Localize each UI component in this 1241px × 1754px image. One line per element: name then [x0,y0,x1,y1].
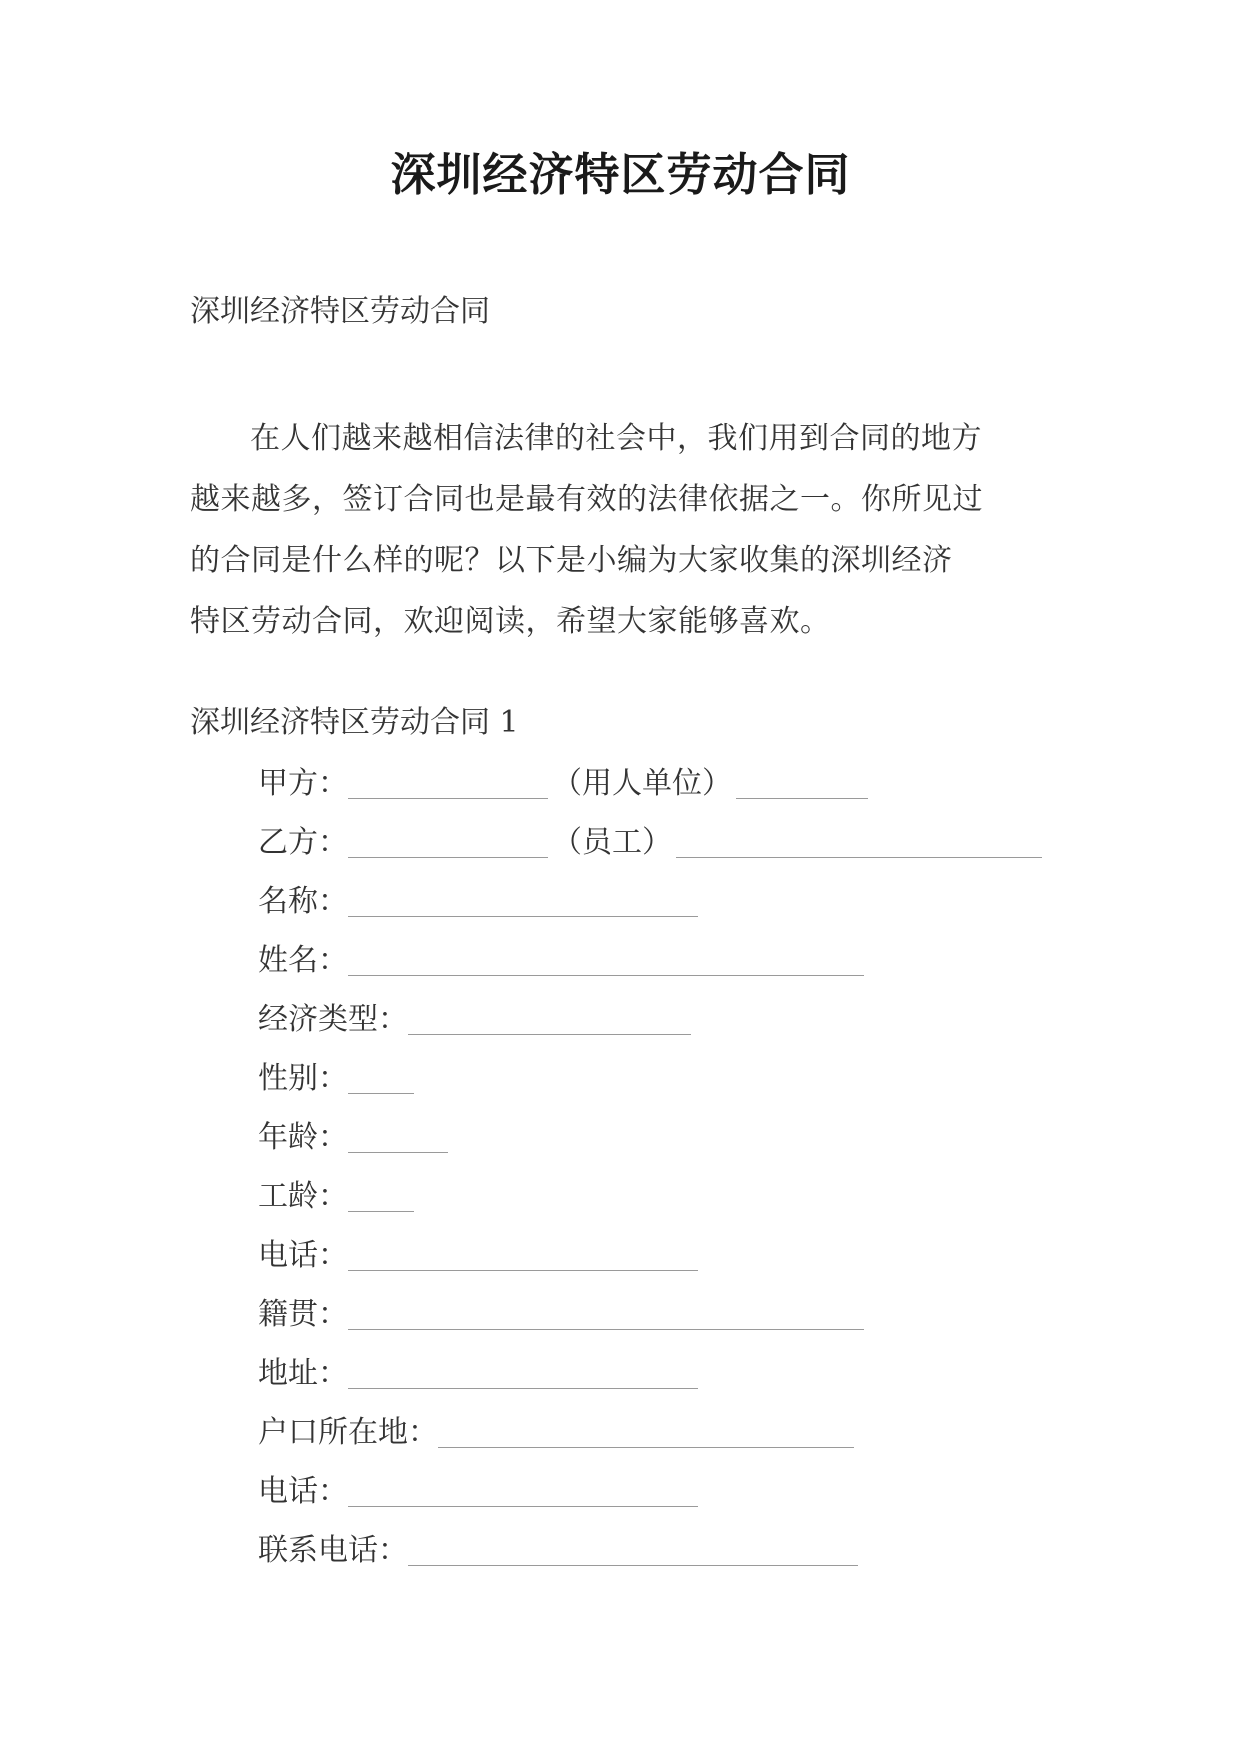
field-row-seniority [258,1179,1058,1238]
age-blank[interactable] [348,1122,448,1153]
field-label: 年龄： [258,1120,348,1155]
field-row-gender [258,1061,1058,1120]
intro-paragraph [190,408,1052,652]
document-subtitle: 深圳经济特区劳动合同 [190,294,490,329]
contact-phone-blank[interactable] [408,1535,858,1566]
field-row-company-name [258,884,1058,943]
field-label: 联系电话： [258,1533,408,1568]
native-place-blank[interactable] [348,1299,864,1330]
field-row-name [258,943,1058,1002]
intro-line: 的合同是什么样的呢？以下是小编为大家收集的深圳经济 [190,543,953,578]
party-a-extra-blank[interactable] [736,768,868,799]
field-label: 性别： [258,1061,348,1096]
intro-line: 越来越多，签订合同也是最有效的法律依据之一。你所见过 [190,482,983,517]
field-row-household-registration [258,1415,1058,1474]
field-label: 名称： [258,884,348,919]
field-label: 户口所在地： [258,1415,438,1450]
field-label: 电话： [258,1474,348,1509]
field-label: 经济类型： [258,1002,408,1037]
field-label: 姓名： [258,943,348,978]
party-a-label: 甲方： [258,766,348,801]
party-b-extra-blank[interactable] [676,827,1042,858]
field-row-phone [258,1238,1058,1297]
party-a-note: （用人单位） [552,766,732,801]
party-a-blank[interactable] [348,768,548,799]
party-b-note: （员工） [552,825,672,860]
party-b-blank[interactable] [348,827,548,858]
phone-2-blank[interactable] [348,1476,698,1507]
phone-blank[interactable] [348,1240,698,1271]
section-title: 深圳经济特区劳动合同 1 [190,705,519,740]
field-label: 电话： [258,1238,348,1273]
contract-form [258,766,1058,1592]
field-row-phone-2 [258,1474,1058,1533]
company-name-blank[interactable] [348,886,698,917]
field-label: 工龄： [258,1179,348,1214]
seniority-blank[interactable] [348,1181,414,1212]
field-row-economic-type [258,1002,1058,1061]
field-row-address [258,1356,1058,1415]
field-row-native-place [258,1297,1058,1356]
party-a-row [258,766,1058,825]
name-blank[interactable] [348,945,864,976]
intro-line: 在人们越来越相信法律的社会中，我们用到合同的地方 [250,421,982,456]
field-row-age [258,1120,1058,1179]
gender-blank[interactable] [348,1063,414,1094]
document-title: 深圳经济特区劳动合同 [390,148,851,201]
economic-type-blank[interactable] [408,1004,691,1035]
intro-line: 特区劳动合同，欢迎阅读，希望大家能够喜欢。 [190,604,831,639]
party-b-label: 乙方： [258,825,348,860]
field-label: 籍贯： [258,1297,348,1332]
field-row-contact-phone [258,1533,1058,1592]
party-b-row [258,825,1058,884]
field-label: 地址： [258,1356,348,1391]
address-blank[interactable] [348,1358,698,1389]
household-registration-blank[interactable] [438,1417,854,1448]
